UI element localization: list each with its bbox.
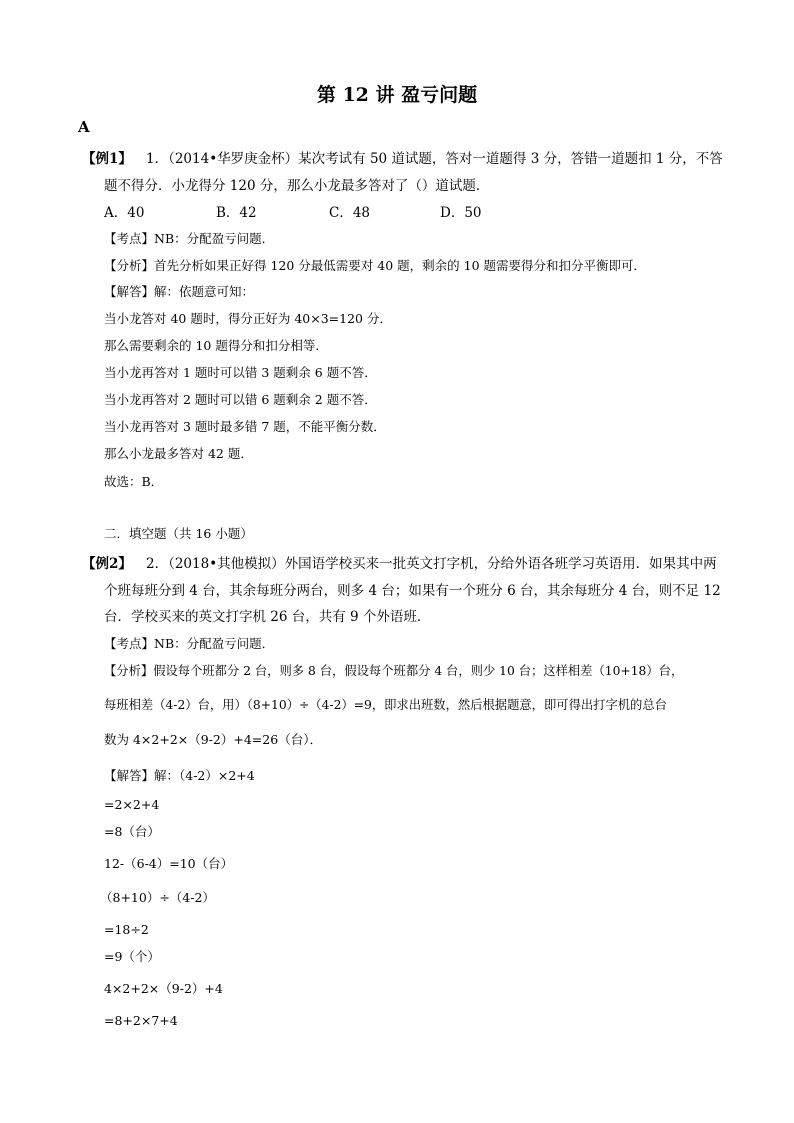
calc-line: =18÷2 bbox=[104, 922, 149, 937]
calc-line: （8+10）÷（4-2） bbox=[100, 890, 215, 905]
calc-line: =8+2×7+4 bbox=[104, 1013, 178, 1028]
option-b: B．42 bbox=[216, 205, 257, 221]
example-2-question-line-1: 2．（2018•其他模拟）外国语学校买来一批英文打字机，分给外语各班学习英语用．如果其中两 bbox=[146, 556, 717, 572]
solution-answer: 故选：B． bbox=[104, 474, 164, 489]
solution-line: 那么需要剩余的 10 题得分和扣分相等． bbox=[104, 338, 328, 353]
example-1-question-line-2: 题不得分．小龙得分 120 分，那么小龙最多答对了（）道试题． bbox=[104, 178, 490, 194]
calc-line: =2×2+4 bbox=[104, 797, 160, 812]
solution-line: 当小龙答对 40 题时，得分正好为 40×3=120 分． bbox=[104, 311, 392, 326]
page-title: 第 12 讲 盈亏问题 bbox=[316, 84, 478, 106]
example-2-fenxi-line-1: 【分析】假设每个班都分 2 台，则多 8 台，假设每个班都分 4 台，则少 10 台；这样相差（10+18）台， bbox=[104, 664, 684, 678]
calc-line: =8（台） bbox=[104, 824, 160, 839]
option-d: D．50 bbox=[440, 205, 482, 221]
option-a: A．40 bbox=[104, 205, 145, 221]
example-2-jieda: 【解答】解：（4-2）×2+4 bbox=[104, 768, 255, 783]
solution-line: 那么小龙最多答对 42 题． bbox=[104, 446, 253, 461]
example-2-fenxi-line-2: 每班相差（4-2）台，用）（8+10）÷（4-2）=9，即求出班数，然后根据题意，即可得出打字机的总台 bbox=[104, 698, 667, 712]
example-2-label: 【例2】 bbox=[82, 556, 132, 572]
example-2-question-line-2: 个班每班分到 4 台，其余每班分两台，则多 4 台；如果有一个班分 6 台，其余每班分 4 台，则不足 12 bbox=[104, 583, 721, 599]
example-1-kaodian: 【考点】NB：分配盈亏问题． bbox=[104, 231, 275, 246]
example-2-kaodian: 【考点】NB：分配盈亏问题． bbox=[104, 636, 275, 651]
example-2-question-line-3: 台．学校买来的英文打字机 26 台，共有 9 个外语班． bbox=[104, 609, 431, 625]
example-2-fenxi-line-3: 数为 4×2+2×（9-2）+4=26（台）． bbox=[104, 732, 322, 747]
solution-line: 当小龙再答对 1 题时可以错 3 题剩余 6 题不答． bbox=[104, 365, 377, 380]
option-c: C．48 bbox=[329, 205, 371, 221]
calc-line: =9（个） bbox=[104, 949, 160, 964]
section-2-heading: 二．填空题（共 16 小题） bbox=[104, 526, 253, 541]
example-1-question-line-1: 1．（2014•华罗庚金杯）某次考试有 50 道试题，答对一道题得 3 分，答错一道题扣 1 分，不答 bbox=[146, 151, 723, 167]
section-a-heading: A bbox=[78, 118, 90, 136]
solution-line: 当小龙再答对 2 题时可以错 6 题剩余 2 题不答． bbox=[104, 392, 377, 407]
example-1-jieda: 【解答】解：依题意可知： bbox=[104, 284, 255, 299]
calc-line: 4×2+2×（9-2）+4 bbox=[104, 981, 223, 996]
solution-line: 当小龙再答对 3 题时最多错 7 题，不能平衡分数． bbox=[104, 419, 386, 434]
example-1-fenxi: 【分析】首先分析如果正好得 120 分最低需要对 40 题，剩余的 10 题需要得分和扣分平衡即可． bbox=[104, 258, 647, 273]
calc-line: 12-（6-4）=10（台） bbox=[104, 856, 234, 871]
example-1-label: 【例1】 bbox=[82, 151, 132, 167]
